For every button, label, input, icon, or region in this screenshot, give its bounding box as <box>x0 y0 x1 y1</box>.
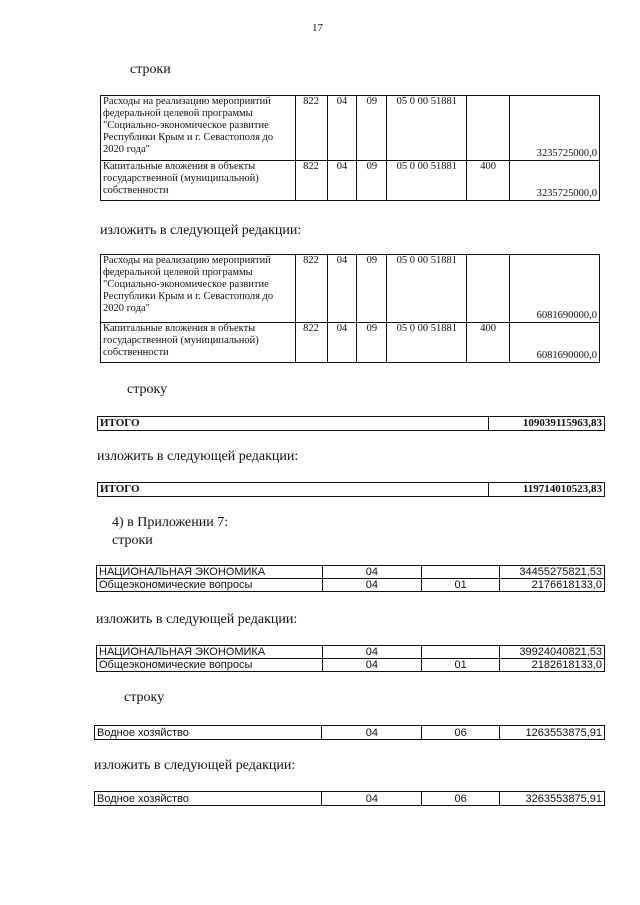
label-rows-2: строки <box>112 533 153 548</box>
table-water-new <box>94 791 605 806</box>
table-row: Капитальные вложения в объекты государственной (муниципальной) собственности 822 04 09 05 0 00 51881 400 6081690000,0 <box>101 323 600 363</box>
table-national-economy-old <box>96 565 605 592</box>
label-row-2: строку <box>124 690 165 705</box>
table-row: НАЦИОНАЛЬНАЯ ЭКОНОМИКА 04 34455275821,53 <box>97 566 605 579</box>
table-national-economy-new <box>96 645 605 672</box>
table-row: Расходы на реализацию мероприятий федеральной целевой программы "Социально-экономическое развитие Республики Крым и г. Севастополя до 2020 года" 822 04 09 05 0 00 51881 6081690000,0 <box>101 255 600 323</box>
label-rows: строки <box>130 62 171 77</box>
label-row-1: строку <box>127 382 168 397</box>
label-new-edition-3: изложить в следующей редакции: <box>96 612 298 627</box>
label-new-edition-1: изложить в следующей редакции: <box>100 223 302 238</box>
table-row: Водное хозяйство 04 06 1263553875,91 <box>95 726 605 740</box>
table-row: ИТОГО 119714010523,83 <box>98 483 605 497</box>
table-row: Расходы на реализацию мероприятий федеральной целевой программы "Социально-экономическое развитие Республики Крым и г. Севастополя до 2020 года" 822 04 09 05 0 00 51881 3235725000,0 <box>101 96 600 161</box>
page-number: 17 <box>312 22 323 34</box>
label-new-edition-4: изложить в следующей редакции: <box>94 758 296 773</box>
label-new-edition-2: изложить в следующей редакции: <box>97 449 299 464</box>
table-water-old <box>94 725 605 740</box>
table-row: Общеэкономические вопросы 04 01 2182618133,0 <box>97 659 605 672</box>
table-row: Капитальные вложения в объекты государственной (муниципальной) собственности 822 04 09 05 0 00 51881 400 3235725000,0 <box>101 161 600 201</box>
appendix-heading: 4) в Приложении 7: <box>112 515 229 530</box>
table-total-new <box>97 482 605 497</box>
table-expenses-new <box>100 254 600 363</box>
table-row: ИТОГО 109039115963,83 <box>98 417 605 431</box>
table-total-old <box>97 416 605 431</box>
table-expenses-old <box>100 95 600 201</box>
table-row: Общеэкономические вопросы 04 01 2176618133,0 <box>97 579 605 592</box>
table-row: Водное хозяйство 04 06 3263553875,91 <box>95 792 605 806</box>
table-row: НАЦИОНАЛЬНАЯ ЭКОНОМИКА 04 39924040821,53 <box>97 646 605 659</box>
